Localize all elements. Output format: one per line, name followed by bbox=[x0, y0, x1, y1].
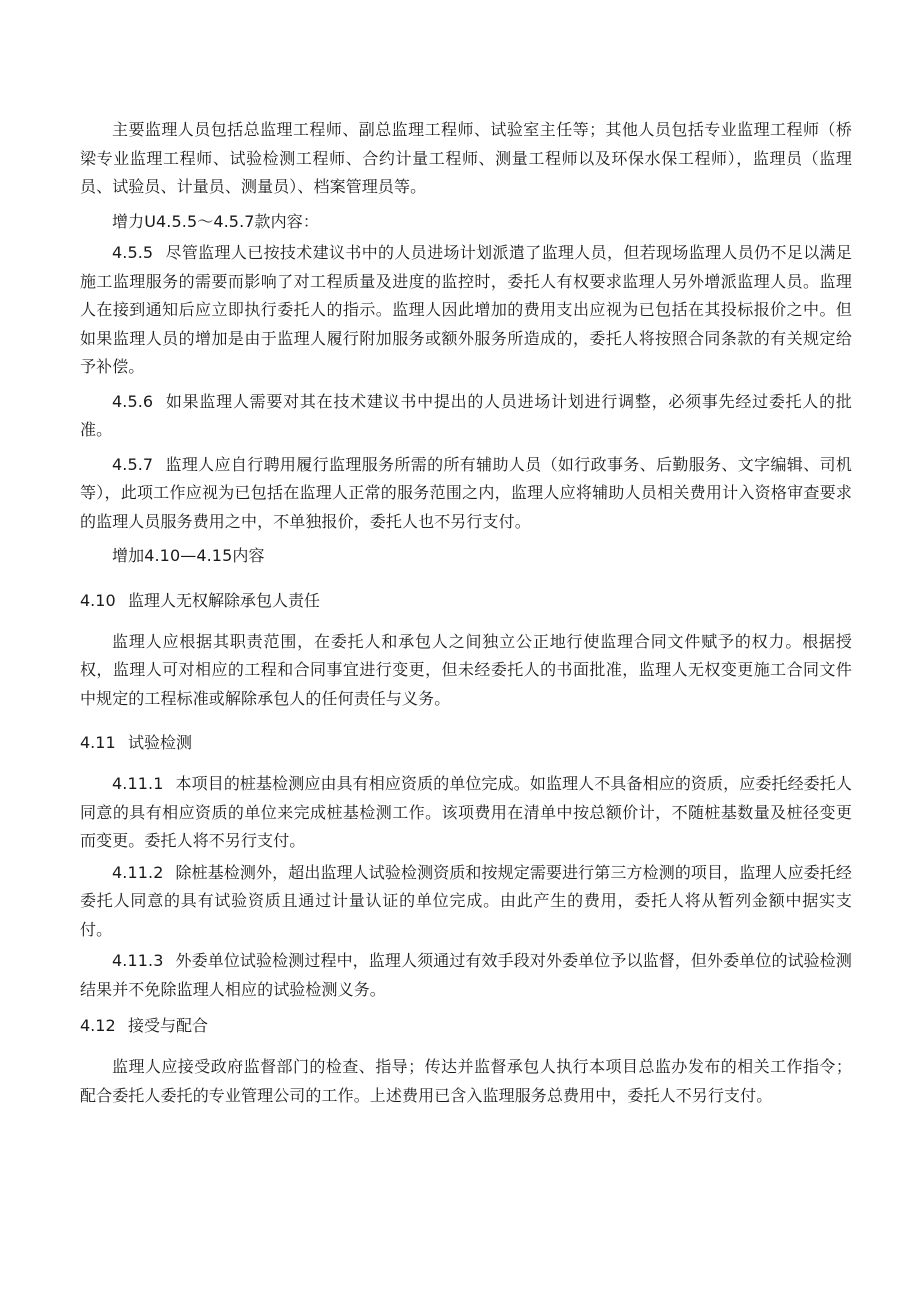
clause-4-5-5 bbox=[80, 239, 852, 382]
section-title: 接受与配合 bbox=[128, 1016, 209, 1035]
clause-number: 4.11.2 bbox=[112, 862, 164, 882]
clause-text: 本项目的桩基检测应由具有相应资质的单位完成。如监理人不具备相应的资质，应委托经委托人同意的具有相应资质的单位来完成桩基检测工作。该项费用在清单中按总额价计，不随桩基数量及桩径变更而变更。委托人将不另行支付。 bbox=[80, 774, 852, 850]
clause-number: 4.11.1 bbox=[112, 774, 164, 793]
clause-4-5-6 bbox=[80, 388, 852, 445]
clause-number: 4.5.6 bbox=[112, 391, 154, 411]
section-number: 4.12 bbox=[80, 1016, 116, 1035]
clause-4-11-2 bbox=[80, 859, 852, 945]
clause-text: 如果监理人需要对其在技术建议书中提出的人员进场计划进行调整，必须事先经过委托人的批准。 bbox=[80, 391, 852, 439]
section-title: 监理人无权解除承包人责任 bbox=[128, 590, 321, 610]
clause-text: 监理人应自行聘用履行监理服务所需的所有辅助人员（如行政事务、后勤服务、文字编辑、司机等），此项工作应视为已包括在监理人正常的服务范围之内，监理人应将辅助人员相关费用计入资格审查要求的监理人员服务费用之中，不单独报价，委托人也不另行支付。 bbox=[80, 454, 852, 531]
clause-number: 4.11.3 bbox=[112, 951, 164, 970]
paragraph-add-sections-note: 增加4.10—4.15内容 bbox=[112, 546, 265, 565]
section-heading-4-12 bbox=[80, 1012, 852, 1040]
clause-4-11-1 bbox=[80, 770, 852, 856]
section-number: 4.10 bbox=[80, 590, 116, 610]
section-title: 试验检测 bbox=[128, 733, 193, 752]
section-4-12-text: 监理人应接受政府监督部门的检查、指导；传达并监督承包人执行本项目总监办发布的相关工作指令；配合委托人委托的专业管理公司的工作。上述费用已含入监理服务总费用中，委托人不另行支付。 bbox=[80, 1057, 852, 1105]
clause-4-5-7 bbox=[80, 451, 852, 537]
clause-number: 4.5.5 bbox=[112, 243, 154, 262]
section-heading-4-10 bbox=[80, 587, 852, 615]
clause-number: 4.5.7 bbox=[112, 454, 154, 474]
clause-4-11-3 bbox=[80, 947, 852, 1004]
clause-text: 除桩基检测外，超出监理人试验检测资质和按规定需要进行第三方检测的项目，监理人应委托经委托人同意的具有试验资质且通过计量认证的单位完成。由此产生的费用，委托人将从暂列金额中据实支付。 bbox=[80, 862, 852, 939]
section-4-10-text: 监理人应根据其职责范围，在委托人和承包人之间独立公正地行使监理合同文件赋予的权力。根据授权，监理人可对相应的工程和合同事宜进行变更，但未经委托人的书面批准，监理人无权变更施工合同文件中规定的工程标准或解除承包人的任何责任与义务。 bbox=[80, 631, 852, 708]
section-number: 4.11 bbox=[80, 733, 116, 752]
paragraph-staff-composition: 主要监理人员包括总监理工程师、副总监理工程师、试验室主任等；其他人员包括专业监理工程师（桥梁专业监理工程师、试验检测工程师、合约计量工程师、测量工程师以及环保水保工程师），监理员（监理员、试验员、计量员、测量员）、档案管理员等。 bbox=[80, 120, 852, 196]
section-heading-4-11 bbox=[80, 729, 852, 757]
document-page bbox=[80, 116, 852, 1110]
clause-text: 尽管监理人已按技术建议书中的人员进场计划派遣了监理人员，但若现场监理人员仍不足以满足施工监理服务的需要而影响了对工程质量及进度的监控时，委托人有权要求监理人另外增派监理人员。监理人在接到通知后应立即执行委托人的指示。监理人因此增加的费用支出应视为已包括在其投标报价之中。但如果监理人员的增加是由于监理人履行附加服务或额外服务所造成的，委托人将按照合同条款的有关规定给予补偿。 bbox=[80, 243, 852, 376]
paragraph-amendment-note: 增力U4.5.5〜4.5.7款内容： bbox=[112, 211, 319, 231]
clause-text: 外委单位试验检测过程中，监理人须通过有效手段对外委单位予以监督，但外委单位的试验检测结果并不免除监理人相应的试验检测义务。 bbox=[80, 951, 852, 999]
